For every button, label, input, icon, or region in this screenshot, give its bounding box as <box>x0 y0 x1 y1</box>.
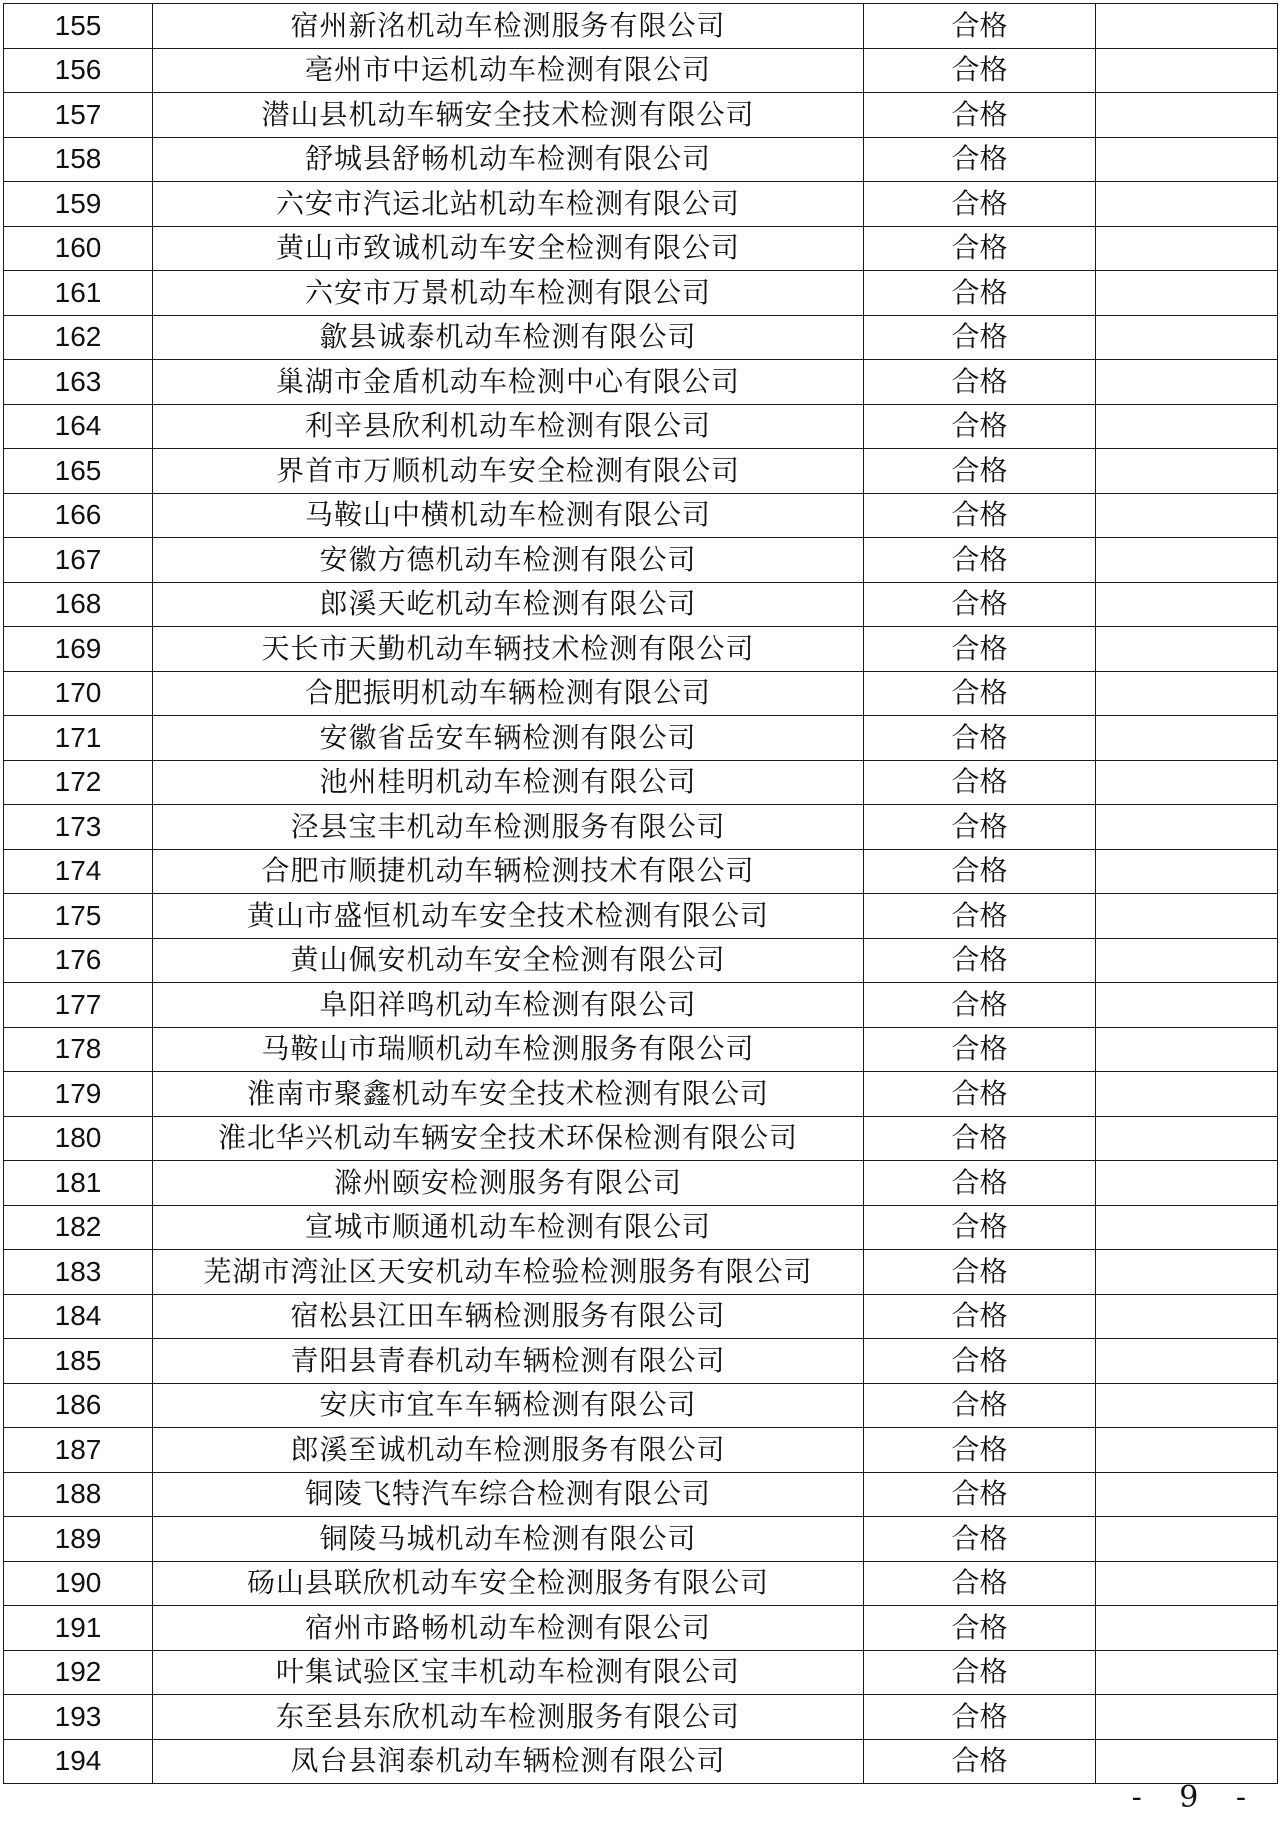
result-cell: 合格 <box>864 182 1096 227</box>
result-cell: 合格 <box>864 1116 1096 1161</box>
company-name-cell: 泾县宝丰机动车检测服务有限公司 <box>153 805 864 850</box>
table-row <box>4 627 1278 672</box>
row-number-cell: 162 <box>4 315 153 360</box>
table-row <box>4 1116 1278 1161</box>
company-name-cell: 宿松县江田车辆检测服务有限公司 <box>153 1294 864 1339</box>
result-cell: 合格 <box>864 983 1096 1028</box>
row-number-cell: 194 <box>4 1739 153 1784</box>
table-row <box>4 894 1278 939</box>
company-name-cell: 青阳县青春机动车辆检测有限公司 <box>153 1339 864 1384</box>
row-number-cell: 171 <box>4 716 153 761</box>
company-name-cell: 安徽省岳安车辆检测有限公司 <box>153 716 864 761</box>
result-cell: 合格 <box>864 1561 1096 1606</box>
result-cell: 合格 <box>864 404 1096 449</box>
result-cell: 合格 <box>864 1695 1096 1740</box>
row-number-cell: 190 <box>4 1561 153 1606</box>
result-cell: 合格 <box>864 1383 1096 1428</box>
table-row <box>4 1695 1278 1740</box>
row-number-cell: 188 <box>4 1472 153 1517</box>
result-cell: 合格 <box>864 1205 1096 1250</box>
table-row <box>4 1205 1278 1250</box>
table-row <box>4 983 1278 1028</box>
row-number-cell: 176 <box>4 938 153 983</box>
row-number-cell: 178 <box>4 1027 153 1072</box>
row-number-cell: 166 <box>4 493 153 538</box>
table-row <box>4 1561 1278 1606</box>
table-row <box>4 1027 1278 1072</box>
company-name-cell: 东至县东欣机动车检测服务有限公司 <box>153 1695 864 1740</box>
result-cell: 合格 <box>864 1027 1096 1072</box>
row-number-cell: 167 <box>4 538 153 583</box>
result-cell: 合格 <box>864 849 1096 894</box>
row-number-cell: 185 <box>4 1339 153 1384</box>
row-number-cell: 193 <box>4 1695 153 1740</box>
remark-cell <box>1096 93 1278 138</box>
result-cell: 合格 <box>864 1606 1096 1651</box>
remark-cell <box>1096 271 1278 316</box>
row-number-cell: 179 <box>4 1072 153 1117</box>
row-number-cell: 169 <box>4 627 153 672</box>
result-cell: 合格 <box>864 93 1096 138</box>
company-name-cell: 六安市万景机动车检测有限公司 <box>153 271 864 316</box>
row-number-cell: 177 <box>4 983 153 1028</box>
remark-cell <box>1096 182 1278 227</box>
result-cell: 合格 <box>864 449 1096 494</box>
result-cell: 合格 <box>864 315 1096 360</box>
result-cell: 合格 <box>864 1739 1096 1784</box>
table-row <box>4 1739 1278 1784</box>
result-cell: 合格 <box>864 137 1096 182</box>
row-number-cell: 164 <box>4 404 153 449</box>
row-number-cell: 163 <box>4 360 153 405</box>
company-name-cell: 黄山市盛恒机动车安全技术检测有限公司 <box>153 894 864 939</box>
remark-cell <box>1096 1250 1278 1295</box>
result-cell: 合格 <box>864 1339 1096 1384</box>
table-row <box>4 1294 1278 1339</box>
company-name-cell: 凤台县润泰机动车辆检测有限公司 <box>153 1739 864 1784</box>
remark-cell <box>1096 671 1278 716</box>
result-cell: 合格 <box>864 360 1096 405</box>
table-row <box>4 1072 1278 1117</box>
remark-cell <box>1096 582 1278 627</box>
company-name-cell: 合肥振明机动车辆检测有限公司 <box>153 671 864 716</box>
row-number-cell: 159 <box>4 182 153 227</box>
result-cell: 合格 <box>864 226 1096 271</box>
company-name-cell: 铜陵飞特汽车综合检测有限公司 <box>153 1472 864 1517</box>
table-row <box>4 1428 1278 1473</box>
row-number-cell: 189 <box>4 1517 153 1562</box>
row-number-cell: 192 <box>4 1650 153 1695</box>
table-row <box>4 226 1278 271</box>
result-cell: 合格 <box>864 1428 1096 1473</box>
remark-cell <box>1096 1695 1278 1740</box>
table-body <box>4 4 1278 1784</box>
result-cell: 合格 <box>864 582 1096 627</box>
company-name-cell: 黄山市致诚机动车安全检测有限公司 <box>153 226 864 271</box>
table-row <box>4 849 1278 894</box>
company-name-cell: 马鞍山市瑞顺机动车检测服务有限公司 <box>153 1027 864 1072</box>
company-name-cell: 安徽方德机动车检测有限公司 <box>153 538 864 583</box>
table-row <box>4 4 1278 49</box>
remark-cell <box>1096 137 1278 182</box>
result-cell: 合格 <box>864 271 1096 316</box>
company-name-cell: 郎溪天屹机动车检测有限公司 <box>153 582 864 627</box>
table-row <box>4 1383 1278 1428</box>
company-name-cell: 滁州颐安检测服务有限公司 <box>153 1161 864 1206</box>
result-cell: 合格 <box>864 1650 1096 1695</box>
remark-cell <box>1096 849 1278 894</box>
result-cell: 合格 <box>864 1161 1096 1206</box>
table-row <box>4 760 1278 805</box>
result-cell: 合格 <box>864 1250 1096 1295</box>
company-name-cell: 铜陵马城机动车检测有限公司 <box>153 1517 864 1562</box>
row-number-cell: 183 <box>4 1250 153 1295</box>
table-row <box>4 1517 1278 1562</box>
remark-cell <box>1096 627 1278 672</box>
result-cell: 合格 <box>864 48 1096 93</box>
table-row <box>4 360 1278 405</box>
table-row <box>4 1472 1278 1517</box>
remark-cell <box>1096 805 1278 850</box>
table-row <box>4 182 1278 227</box>
row-number-cell: 174 <box>4 849 153 894</box>
company-name-cell: 阜阳祥鸣机动车检测有限公司 <box>153 983 864 1028</box>
table-row <box>4 1250 1278 1295</box>
remark-cell <box>1096 1739 1278 1784</box>
result-cell: 合格 <box>864 760 1096 805</box>
row-number-cell: 168 <box>4 582 153 627</box>
company-name-cell: 淮北华兴机动车辆安全技术环保检测有限公司 <box>153 1116 864 1161</box>
row-number-cell: 172 <box>4 760 153 805</box>
row-number-cell: 184 <box>4 1294 153 1339</box>
table-row <box>4 93 1278 138</box>
result-cell: 合格 <box>864 1294 1096 1339</box>
company-name-cell: 池州桂明机动车检测有限公司 <box>153 760 864 805</box>
remark-cell <box>1096 1650 1278 1695</box>
remark-cell <box>1096 983 1278 1028</box>
remark-cell <box>1096 1294 1278 1339</box>
company-name-cell: 黄山佩安机动车安全检测有限公司 <box>153 938 864 983</box>
remark-cell <box>1096 1027 1278 1072</box>
row-number-cell: 186 <box>4 1383 153 1428</box>
company-name-cell: 安庆市宜车车辆检测有限公司 <box>153 1383 864 1428</box>
remark-cell <box>1096 716 1278 761</box>
company-name-cell: 宣城市顺通机动车检测有限公司 <box>153 1205 864 1250</box>
remark-cell <box>1096 1072 1278 1117</box>
table-row <box>4 671 1278 716</box>
remark-cell <box>1096 404 1278 449</box>
row-number-cell: 156 <box>4 48 153 93</box>
remark-cell <box>1096 1472 1278 1517</box>
table-row <box>4 493 1278 538</box>
table-row <box>4 48 1278 93</box>
company-name-cell: 淮南市聚鑫机动车安全技术检测有限公司 <box>153 1072 864 1117</box>
row-number-cell: 160 <box>4 226 153 271</box>
company-name-cell: 巢湖市金盾机动车检测中心有限公司 <box>153 360 864 405</box>
remark-cell <box>1096 315 1278 360</box>
row-number-cell: 158 <box>4 137 153 182</box>
company-name-cell: 天长市天勤机动车辆技术检测有限公司 <box>153 627 864 672</box>
result-cell: 合格 <box>864 493 1096 538</box>
company-name-cell: 亳州市中运机动车检测有限公司 <box>153 48 864 93</box>
row-number-cell: 161 <box>4 271 153 316</box>
remark-cell <box>1096 360 1278 405</box>
table-row <box>4 582 1278 627</box>
remark-cell <box>1096 4 1278 49</box>
table-row <box>4 1650 1278 1695</box>
row-number-cell: 181 <box>4 1161 153 1206</box>
result-cell: 合格 <box>864 894 1096 939</box>
remark-cell <box>1096 1383 1278 1428</box>
result-cell: 合格 <box>864 627 1096 672</box>
company-name-cell: 马鞍山中横机动车检测有限公司 <box>153 493 864 538</box>
row-number-cell: 155 <box>4 4 153 49</box>
result-cell: 合格 <box>864 1517 1096 1562</box>
remark-cell <box>1096 760 1278 805</box>
company-name-cell: 舒城县舒畅机动车检测有限公司 <box>153 137 864 182</box>
result-cell: 合格 <box>864 1472 1096 1517</box>
company-name-cell: 界首市万顺机动车安全检测有限公司 <box>153 449 864 494</box>
company-name-cell: 芜湖市湾沚区天安机动车检验检测服务有限公司 <box>153 1250 864 1295</box>
remark-cell <box>1096 1606 1278 1651</box>
table-row <box>4 404 1278 449</box>
table-row <box>4 805 1278 850</box>
table-row <box>4 271 1278 316</box>
table-row <box>4 538 1278 583</box>
remark-cell <box>1096 1517 1278 1562</box>
inspection-results-table <box>3 3 1278 1784</box>
result-cell: 合格 <box>864 805 1096 850</box>
company-name-cell: 叶集试验区宝丰机动车检测有限公司 <box>153 1650 864 1695</box>
remark-cell <box>1096 1161 1278 1206</box>
remark-cell <box>1096 1116 1278 1161</box>
company-name-cell: 宿州市路畅机动车检测有限公司 <box>153 1606 864 1651</box>
remark-cell <box>1096 1428 1278 1473</box>
result-cell: 合格 <box>864 671 1096 716</box>
remark-cell <box>1096 226 1278 271</box>
result-cell: 合格 <box>864 1072 1096 1117</box>
company-name-cell: 砀山县联欣机动车安全检测服务有限公司 <box>153 1561 864 1606</box>
company-name-cell: 利辛县欣利机动车检测有限公司 <box>153 404 864 449</box>
remark-cell <box>1096 538 1278 583</box>
table-row <box>4 1606 1278 1651</box>
row-number-cell: 165 <box>4 449 153 494</box>
table-row <box>4 137 1278 182</box>
table-row <box>4 449 1278 494</box>
remark-cell <box>1096 894 1278 939</box>
company-name-cell: 潜山县机动车辆安全技术检测有限公司 <box>153 93 864 138</box>
company-name-cell: 六安市汽运北站机动车检测有限公司 <box>153 182 864 227</box>
company-name-cell: 宿州新洺机动车检测服务有限公司 <box>153 4 864 49</box>
company-name-cell: 郎溪至诚机动车检测服务有限公司 <box>153 1428 864 1473</box>
row-number-cell: 157 <box>4 93 153 138</box>
result-cell: 合格 <box>864 538 1096 583</box>
remark-cell <box>1096 449 1278 494</box>
table-row <box>4 1339 1278 1384</box>
row-number-cell: 173 <box>4 805 153 850</box>
remark-cell <box>1096 1205 1278 1250</box>
row-number-cell: 182 <box>4 1205 153 1250</box>
table-row <box>4 315 1278 360</box>
result-cell: 合格 <box>864 716 1096 761</box>
company-name-cell: 歙县诚泰机动车检测有限公司 <box>153 315 864 360</box>
remark-cell <box>1096 1339 1278 1384</box>
row-number-cell: 187 <box>4 1428 153 1473</box>
page-number: - 9 - <box>1131 1780 1260 1815</box>
table-row <box>4 1161 1278 1206</box>
remark-cell <box>1096 1561 1278 1606</box>
result-cell: 合格 <box>864 938 1096 983</box>
company-name-cell: 合肥市顺捷机动车辆检测技术有限公司 <box>153 849 864 894</box>
remark-cell <box>1096 493 1278 538</box>
row-number-cell: 180 <box>4 1116 153 1161</box>
row-number-cell: 191 <box>4 1606 153 1651</box>
table-row <box>4 716 1278 761</box>
row-number-cell: 175 <box>4 894 153 939</box>
row-number-cell: 170 <box>4 671 153 716</box>
remark-cell <box>1096 938 1278 983</box>
result-cell: 合格 <box>864 4 1096 49</box>
table-row <box>4 938 1278 983</box>
remark-cell <box>1096 48 1278 93</box>
